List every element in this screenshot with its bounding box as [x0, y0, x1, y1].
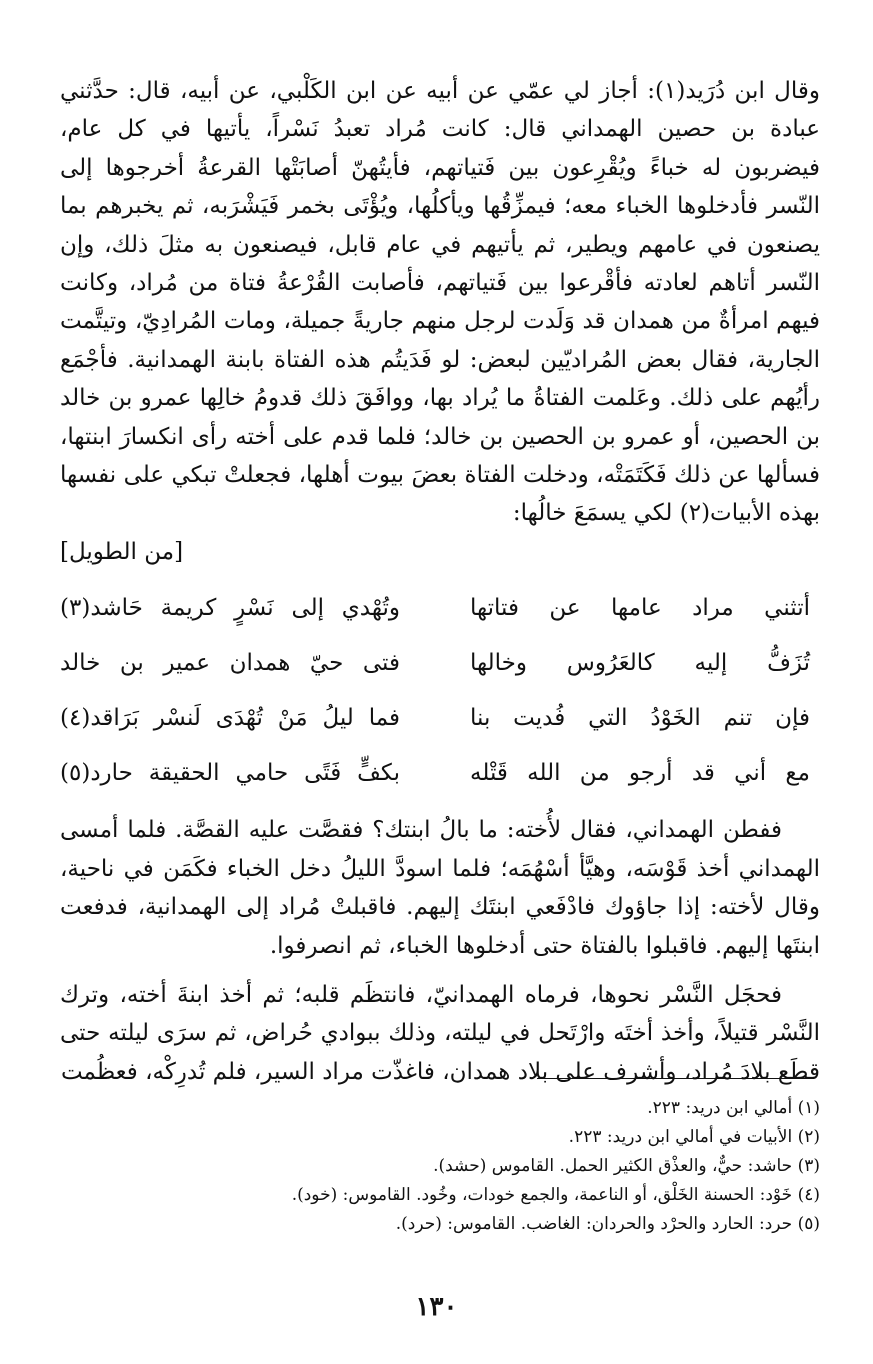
- verse-4-first-hemistich: مع أني قد أرجو من الله قَتْله: [470, 760, 810, 787]
- page-number: ١٣٠: [415, 1292, 458, 1322]
- paragraph-narrative-2: ففطن الهمداني، فقال لأُخته: ما بالُ ابنتك؟ فقصَّت عليه القصَّة. فلما أمسى الهمداني أخذ قَوْسَه، وهيَّأ أسْهُمَه؛ فلما اسودَّ الليلُ دخل الخباء فكَمَن في ناحية، وقال لأخته: إذا جاؤوك فادْفَعي ابنتَك إليهم. فاقبلتْ مُراد إلى الهمدانية، فدفعت ابنتَها إليهم. فاقبلوا بالفتاة حتى أدخلوها الخباء، ثم انصرفوا.: [60, 817, 820, 959]
- verse-3: [60, 691, 820, 746]
- footnote-separator: [537, 1078, 813, 1079]
- verse-3-second-hemistich: فما ليلُ مَنْ تُهْدَى لَنسْر بَرَاقد(٤): [60, 705, 400, 732]
- footnote-2: (٢) الأبيات في أمالي ابن دريد: ٢٢٣.: [568, 1127, 820, 1147]
- verse-1: [60, 581, 820, 636]
- verse-2-second-hemistich: فتى حيّ همدان عمير بن خالد: [60, 650, 400, 677]
- footnote-3: (٣) حاشد: حيٌّ، والعذْق الكثير الحمل. القاموس (حشد).: [433, 1156, 820, 1176]
- footnote-4: (٤) خَوْد: الحسنة الخَلْق، أو الناعمة، والجمع خودات، وخُود. القاموس: (خود).: [291, 1185, 820, 1205]
- verse-4-second-hemistich: بكفٍّ فَتًى حامي الحقيقة حارد(٥): [60, 760, 400, 787]
- poem: [60, 581, 820, 801]
- paragraph-gap: [60, 965, 820, 976]
- footnotes: [60, 1094, 820, 1239]
- verse-2: [60, 636, 820, 691]
- paragraph-narrative-1: وقال ابن دُرَيد(١): أجاز لي عمّي عن أبيه عن ابن الكَلْبي، عن أبيه، قال: حدَّثني عبادة بن حصين الهمداني قال: كانت مُراد تعبدُ نَسْراً، يأتيها في كل عام، فيضربون له خباءً ويُقْرِعون بين فَتياتهم، فأيتُهنّ أصابَتْها القرعةُ أخرجوها إلى النّسر فأدخلوها الخباء معه؛ فيمزِّقُها ويأكلُها، ويُؤْتَى بخمر فَيَشْرَبه، ثم يخبرهم بما يصنعون في عامهم ويطير، ثم يأتيهم في عام قابل، فيصنعون به مثلَ ذلك، وإن النّسر أتاهم لعادته فأقْرعوا بين فَتياتهم، فأصابت القُرْعةُ فتاة من مُراد، وكانت فيهم امرأةٌ من همدان قد وَلَدت لرجل منهم جاريةً جميلة، ومات المُرادِيّ، وتيتَّمت الجارية، فقال بعض المُراديّين لبعض: لو فَدَيتُم هذه الفتاة بابنة الهمدانية. فأجْمَع رأيُهم على ذلك. وعَلمت الفتاةُ ما يُراد بها، ووافَقَ ذلك قدومُ خالِها عمرو بن خالد بن الحصين، أو عمرو بن الحصين بن خالد؛ فلما قدم على أخته رأى انكسارَ ابنتها، فسألها عن ذلك فَكَتَمَتْه، ودخلت الفتاة بعضَ بيوت أهلها، فجعلتْ تبكي على نفسها بهذه الأبيات(٢) لكي يسمَعَ خالُها:: [60, 78, 820, 527]
- verse-2-first-hemistich: تُزَفُّ إليه كالعَرُوس وخالها: [470, 650, 810, 677]
- footnote-1: (١) أمالي ابن دريد: ٢٢٣.: [647, 1098, 820, 1118]
- verse-4: [60, 746, 820, 801]
- meter-label: [من الطويل]: [60, 538, 184, 565]
- paragraph-narrative-3: فحجَل النَّسْر نحوها، فرماه الهمدانيّ، فانتظَم قلبه؛ ثم أخذ ابنةَ أخته، وترك النَّسْر قتيلاً، وأخذ أختَه وارْتَحل في ليلته، وذلك ببوادي حُراض، ثم سرَى ليلته حتى قطَع بلادَ مُراد، وأشرف على بلاد همدان، فاغذّت مراد السير، فلم تُدرِكْه، فعظُمت: [60, 981, 820, 1085]
- main-text: [60, 72, 820, 1091]
- verse-1-first-hemistich: أتثني مراد عامها عن فتاتها: [470, 595, 810, 622]
- verse-3-first-hemistich: فإن تنم الخَوْدُ التي فُديت بنا: [470, 705, 810, 732]
- verse-1-second-hemistich: وتُهْدي إلى نَسْرٍ كريمة حَاشد(٣): [60, 595, 400, 622]
- footnote-5: (٥) حرد: الحارد والحرْد والحردان: الغاضب. القاموس: (حرد).: [395, 1214, 820, 1234]
